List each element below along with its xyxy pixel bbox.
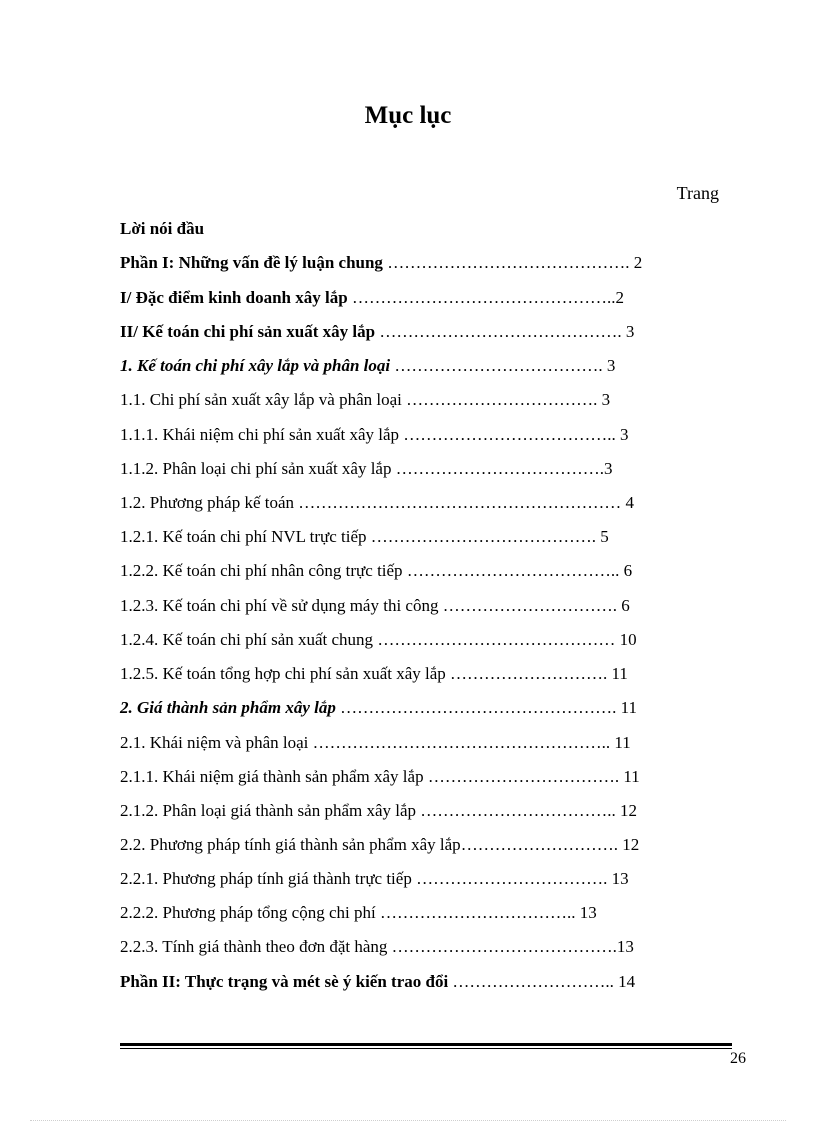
toc-entry	[120, 320, 634, 344]
toc-entry	[120, 799, 637, 823]
footer-rule-thin	[120, 1048, 732, 1049]
footer-rule-thick	[120, 1043, 732, 1046]
toc-entry	[120, 525, 609, 549]
page-bottom-divider	[30, 1120, 786, 1121]
toc-page-number: 3	[597, 390, 611, 409]
toc-page-number: 11	[610, 733, 631, 752]
toc-entry-title: 1.2.4. Kế toán chi phí sản xuất chung	[120, 630, 374, 649]
toc-leader-dots: ………………………….	[438, 596, 617, 615]
toc-page-number: 10	[615, 630, 637, 649]
toc-page-number: 13	[575, 903, 597, 922]
toc-leader-dots: …………………………………………………	[294, 493, 622, 512]
toc-leader-dots: ………………………..	[448, 972, 614, 991]
toc-leader-dots: ……………………….	[460, 835, 618, 854]
toc-entry-preface	[120, 217, 204, 241]
toc-leader-dots: ………………………………………..	[347, 288, 616, 307]
toc-page-number: 11	[619, 767, 640, 786]
toc-entry	[120, 388, 610, 412]
toc-page-number: 6	[619, 561, 633, 580]
toc-entry	[120, 731, 631, 755]
toc-entry-title: 1.1.2. Phân loại chi phí sản xuất xây lắp	[120, 459, 392, 478]
toc-leader-dots: ………………………………………….	[335, 698, 617, 717]
toc-page-number: 6	[616, 596, 630, 615]
toc-leader-dots: ……………………………….	[390, 356, 603, 375]
toc-entry-title: 2.2. Phương pháp tính giá thành sản phẩm xây lắp	[120, 835, 461, 854]
toc-entry-title: 2.2.1. Phương pháp tính giá thành trực tiếp	[120, 869, 412, 888]
toc-entry-title: 2.2.3. Tính giá thành theo đơn đặt hàng	[120, 937, 388, 956]
toc-entry-title: I/ Đặc điểm kinh doanh xây lắp	[120, 288, 348, 307]
toc-page-number: 3	[621, 322, 635, 341]
toc-page-number: 2	[615, 288, 624, 307]
toc-entry	[120, 251, 642, 275]
toc-entry-title: 2.2.2. Phương pháp tổng cộng chi phí	[120, 903, 376, 922]
toc-page-number: 11	[607, 664, 628, 683]
toc-entry-title: 2. Giá thành sản phẩm xây lắp	[120, 698, 336, 717]
toc-entry-title: 1.2.3. Kế toán chi phí về sử dụng máy thi công	[120, 596, 439, 615]
toc-entry-title: 1. Kế toán chi phí xây lắp và phân loại	[120, 356, 391, 375]
toc-entry-title: 1.2. Phương pháp kế toán	[120, 493, 295, 512]
toc-leader-dots: …………………………….	[401, 390, 598, 409]
toc-entry-title: Phần I: Những vấn đề lý luận chung	[120, 253, 383, 272]
toc-entry-title: Phần II: Thực trạng và mét sè ý kiến trao đổi	[120, 972, 449, 991]
toc-entry	[120, 696, 637, 720]
toc-entry-title: 1.1.1. Khái niệm chi phí sản xuất xây lắp	[120, 425, 400, 444]
page-title: Mục lục	[364, 102, 452, 129]
toc-leader-dots: ……………………………..	[416, 801, 616, 820]
toc-entry-title: 2.1.1. Khái niệm giá thành sản phẩm xây lắp	[120, 767, 424, 786]
toc-entry	[120, 867, 629, 891]
toc-page-number: 12	[617, 835, 640, 854]
toc-entry-title: 2.1. Khái niệm và phân loại	[120, 733, 309, 752]
toc-entry	[120, 628, 637, 652]
toc-entry-title: 1.2.1. Kế toán chi phí NVL trực tiếp	[120, 527, 367, 546]
toc-leader-dots: …………………………….	[411, 869, 608, 888]
toc-entry	[120, 935, 634, 959]
toc-entry	[120, 970, 635, 994]
toc-page-number: 13	[616, 937, 634, 956]
toc-entry	[120, 423, 629, 447]
toc-page-number: 2	[629, 253, 643, 272]
toc-entry-title: 1.2.5. Kế toán tổng hợp chi phí sản xuất xây lắp	[120, 664, 446, 683]
toc-leader-dots: …………………………………….	[375, 322, 622, 341]
toc-page-number: 3	[603, 459, 613, 478]
toc-page-number: 14	[613, 972, 636, 991]
toc-entry-title: Lời nói đầu	[120, 219, 205, 238]
toc-leader-dots: ……………………………………………..	[308, 733, 611, 752]
toc-entry	[120, 559, 632, 583]
toc-entry	[120, 491, 634, 515]
toc-leader-dots: ……………………………………	[373, 630, 616, 649]
toc-entry	[120, 833, 639, 857]
toc-entry	[120, 286, 624, 310]
toc-leader-dots: …………………………………….	[382, 253, 630, 272]
toc-entry	[120, 765, 640, 789]
page-column-header: Trang	[676, 183, 719, 203]
toc-entry-title: II/ Kế toán chi phí sản xuất xây lắp	[120, 322, 376, 341]
toc-entry-title: 1.2.2. Kế toán chi phí nhân công trực tiếp	[120, 561, 403, 580]
toc-leader-dots: ……………………….	[445, 664, 608, 683]
toc-page-number: 11	[616, 698, 637, 717]
toc-entry-title: 1.1. Chi phí sản xuất xây lắp và phân loại	[120, 390, 402, 409]
toc-leader-dots: ………………………………..	[402, 561, 620, 580]
toc-page-number: 5	[596, 527, 609, 546]
toc-entry	[120, 457, 612, 481]
toc-entry	[120, 594, 630, 618]
toc-entry	[120, 354, 615, 378]
toc-leader-dots: ………………………………….	[387, 937, 617, 956]
toc-entry	[120, 662, 628, 686]
toc-page-number: 4	[621, 493, 635, 512]
toc-page-number: 3	[615, 425, 629, 444]
page-number: 26	[730, 1050, 746, 1067]
toc-leader-dots: ……………………………..	[375, 903, 576, 922]
toc-page-number: 12	[615, 801, 638, 820]
toc-page-number: 13	[607, 869, 629, 888]
toc-leader-dots: ……………………………….	[391, 459, 604, 478]
toc-leader-dots: ………………………………..	[399, 425, 616, 444]
toc-page-number: 3	[602, 356, 616, 375]
toc-leader-dots: …………………………….	[423, 767, 620, 786]
toc-entry-title: 2.1.2. Phân loại giá thành sản phẩm xây lắp	[120, 801, 417, 820]
toc-entry	[120, 901, 597, 925]
toc-leader-dots: ………………………………….	[366, 527, 597, 546]
